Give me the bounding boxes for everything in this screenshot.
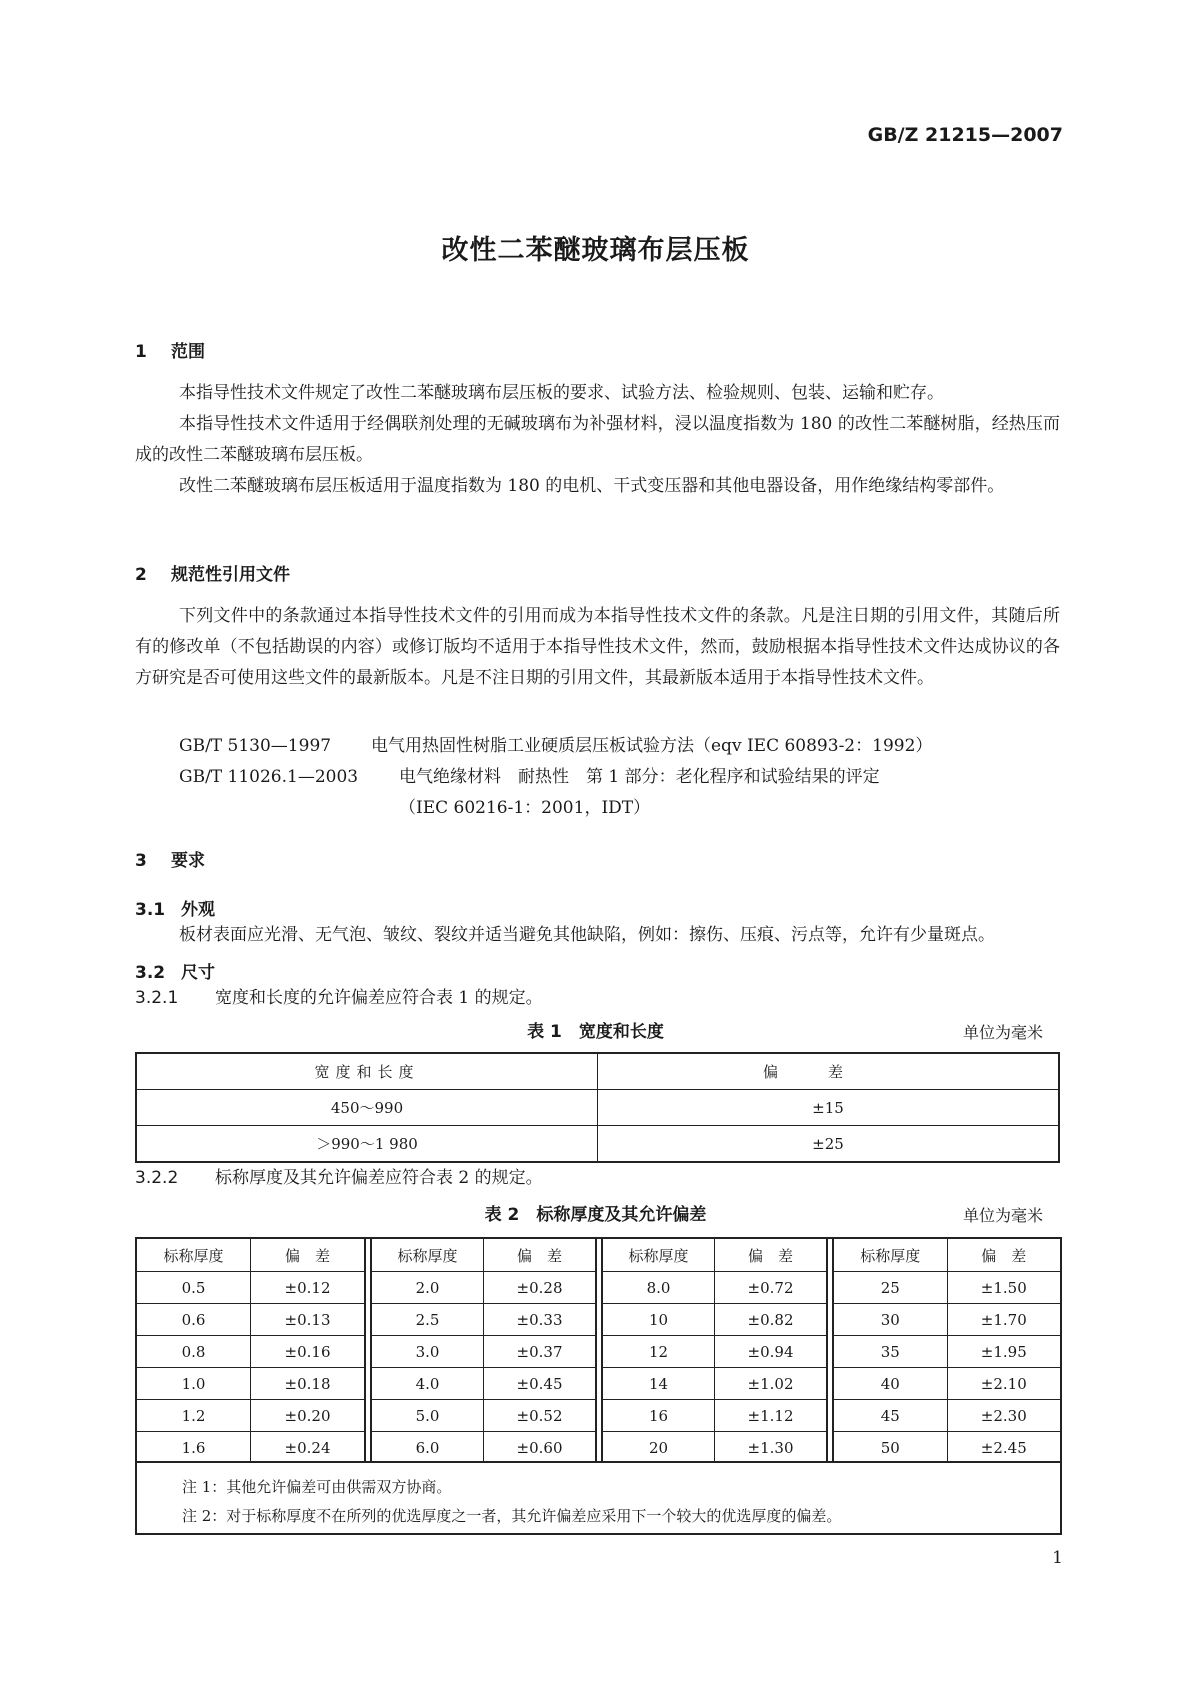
section-3-2-1 <box>135 983 1060 1014</box>
table-cell: ±0.52 <box>484 1400 596 1432</box>
table-cell: 8.0 <box>603 1272 715 1304</box>
table-row <box>834 1400 1060 1432</box>
table-2-separator <box>826 1239 834 1461</box>
table-row <box>137 1272 364 1304</box>
table-2-notes <box>137 1461 1060 1531</box>
section-3-2-number: 3.2 <box>135 963 166 983</box>
table-2-caption: 表 2 标称厚度及其允许偏差 <box>484 1205 707 1225</box>
table-header-row <box>136 1053 1059 1090</box>
table-cell: 40 <box>834 1368 947 1400</box>
table-row <box>137 1304 364 1336</box>
table-row <box>603 1272 826 1304</box>
table-cell: ±0.82 <box>715 1304 827 1336</box>
table-1-unit: 单位为毫米 <box>962 1023 1043 1042</box>
table-cell: 4.0 <box>372 1368 484 1400</box>
reference-code: GB/T 11026.1—2003 <box>179 767 359 787</box>
section-3-heading <box>135 846 205 871</box>
table-row <box>372 1272 595 1304</box>
table-cell: ±2.10 <box>947 1368 1060 1400</box>
table-row <box>137 1368 364 1400</box>
table-row <box>603 1400 826 1432</box>
document-title: 改性二苯醚玻璃布层压板 <box>441 235 750 266</box>
table-2-block <box>834 1239 1060 1461</box>
table-cell: 25 <box>834 1272 947 1304</box>
section-3-title: 要求 <box>171 851 205 871</box>
table-cell: ±0.16 <box>251 1336 365 1368</box>
table-2-block <box>603 1239 826 1461</box>
section-3-1-text: 板材表面应光滑、无气泡、皱纹、裂纹并适当避免其他缺陷，例如：擦伤、压痕、污点等，允许有少量斑点。 <box>179 925 995 945</box>
table-row <box>834 1272 1060 1304</box>
section-1-paragraph: 改性二苯醚玻璃布层压板适用于温度指数为 180 的电机、干式变压器和其他电器设备，用作绝缘结构零部件。 <box>179 476 1005 496</box>
table-row <box>603 1304 826 1336</box>
section-3-2-heading <box>135 958 215 983</box>
table-header-cell: 偏 差 <box>251 1239 365 1272</box>
section-3-2-2 <box>135 1163 1060 1194</box>
section-1-number: 1 <box>135 342 147 362</box>
table-cell: ±0.18 <box>251 1368 365 1400</box>
table-cell: 0.5 <box>137 1272 251 1304</box>
table-cell: 1.0 <box>137 1368 251 1400</box>
table-cell: 1.2 <box>137 1400 251 1432</box>
table-header-cell: 偏差 <box>598 1053 1060 1090</box>
table-row <box>137 1432 364 1464</box>
table-cell: 0.8 <box>137 1336 251 1368</box>
table-row <box>603 1336 826 1368</box>
table-row <box>136 1126 1059 1163</box>
table-cell: ±0.60 <box>516 1438 563 1457</box>
table-row <box>834 1336 1060 1368</box>
table-cell: ＞990～1 980 <box>136 1126 598 1163</box>
table-2-separator <box>364 1239 372 1461</box>
table-cell: 30 <box>834 1304 947 1336</box>
table-1-caption: 表 1 宽度和长度 <box>527 1022 664 1042</box>
section-1-paragraph: 本指导性技术文件规定了改性二苯醚玻璃布层压板的要求、试验方法、检验规则、包装、运输和贮存。 <box>179 383 944 403</box>
table-cell: ±15 <box>598 1090 1060 1126</box>
section-3-2-2-text: 标称厚度及其允许偏差应符合表 2 的规定。 <box>215 1168 543 1188</box>
table-cell: ±0.13 <box>251 1304 365 1336</box>
table-row <box>372 1400 595 1432</box>
table-cell: 0.6 <box>137 1304 251 1336</box>
section-1-paragraph: 本指导性技术文件适用于经偶联剂处理的无碱玻璃布为补强材料，浸以温度指数为 180 的改性二苯醚树脂，经热压而成的改性二苯醚玻璃布层压板。 <box>135 414 1060 465</box>
table-row <box>834 1368 1060 1400</box>
table-cell: ±0.12 <box>251 1272 365 1304</box>
table-header-cell: 标称厚度 <box>834 1239 947 1272</box>
section-2-title: 规范性引用文件 <box>171 565 290 585</box>
table-2-unit: 单位为毫米 <box>962 1206 1043 1225</box>
table-row <box>137 1400 364 1432</box>
table-header-cell: 偏 差 <box>947 1239 1060 1272</box>
table-cell: ±2.30 <box>947 1400 1060 1432</box>
table-header-cell: 标称厚度 <box>603 1239 715 1272</box>
section-1-title: 范围 <box>171 342 205 362</box>
table-cell: ±1.95 <box>947 1336 1060 1368</box>
table-row <box>603 1432 826 1464</box>
table-row <box>834 1432 1060 1464</box>
table-2-block <box>137 1239 364 1461</box>
table-cell: 16 <box>603 1400 715 1432</box>
table-header-cell: 标称厚度 <box>137 1239 251 1272</box>
table-cell: 6.0 <box>372 1432 484 1464</box>
section-3-1-number: 3.1 <box>135 900 166 920</box>
page-number: 1 <box>1052 1548 1063 1568</box>
table-row <box>834 1304 1060 1336</box>
reference-item <box>179 762 880 793</box>
table-cell: 450～990 <box>136 1090 598 1126</box>
section-2-number: 2 <box>135 565 147 585</box>
standard-number: GB/Z 21215—2007 <box>867 124 1063 146</box>
section-2-body <box>135 601 1060 694</box>
section-2-paragraph: 下列文件中的条款通过本指导性技术文件的引用而成为本指导性技术文件的条款。凡是注日期的引用文件，其随后所有的修改单（不包括勘误的内容）或修订版均不适用于本指导性技术文件，然而，鼓励根据本指导性技术文件达成协议的各方研究是否可使用这些文件的最新版本。凡是不注日期的引用文件，其最新版本适用于本指导性技术文件。 <box>135 606 1060 688</box>
section-3-2-1-number: 3.2.1 <box>135 988 179 1008</box>
section-3-1-heading <box>135 895 215 920</box>
table-cell: 3.0 <box>372 1336 484 1368</box>
table-row <box>136 1090 1059 1126</box>
reference-title: 电气绝缘材料 耐热性 第 1 部分：老化程序和试验结果的评定 <box>399 767 880 787</box>
table-2-separator <box>595 1239 603 1461</box>
table-note: 注 1：其他允许偏差可由供需双方协商。 <box>182 1478 452 1496</box>
section-3-1-title: 外观 <box>181 900 215 920</box>
table-cell: ±1.02 <box>715 1368 827 1400</box>
table-cell: ±0.20 <box>251 1400 365 1432</box>
table-header-cell: 宽度和长度 <box>136 1053 598 1090</box>
table-cell: 50 <box>834 1432 947 1464</box>
table-row <box>372 1432 595 1464</box>
table-cell: ±1.30 <box>747 1438 794 1457</box>
table-2-block <box>372 1239 595 1461</box>
table-cell: 2.5 <box>372 1304 484 1336</box>
table-header-cell: 标称厚度 <box>372 1239 484 1272</box>
table-cell: ±1.12 <box>715 1400 827 1432</box>
table-header-cell: 偏 差 <box>715 1239 827 1272</box>
table-cell: ±0.24 <box>284 1438 331 1457</box>
table-cell: ±0.37 <box>484 1336 596 1368</box>
section-1-heading <box>135 337 205 362</box>
table-row <box>372 1368 595 1400</box>
table-cell: 5.0 <box>372 1400 484 1432</box>
section-3-1-body <box>135 920 1060 951</box>
table-cell: ±0.33 <box>484 1304 596 1336</box>
section-2-heading <box>135 560 290 585</box>
table-cell: 2.0 <box>372 1272 484 1304</box>
table-cell: ±1.70 <box>947 1304 1060 1336</box>
table-cell: 45 <box>834 1400 947 1432</box>
table-row <box>372 1336 595 1368</box>
table-cell: 12 <box>603 1336 715 1368</box>
table-2 <box>135 1237 1062 1535</box>
table-cell: 35 <box>834 1336 947 1368</box>
table-cell: ±2.45 <box>980 1438 1027 1457</box>
table-note: 注 2：对于标称厚度不在所列的优选厚度之一者，其允许偏差应采用下一个较大的优选厚度的偏差。 <box>182 1507 842 1525</box>
reference-title-continued: （IEC 60216-1：2001，IDT） <box>399 798 651 818</box>
table-cell: ±0.28 <box>484 1272 596 1304</box>
reference-code: GB/T 5130—1997 <box>179 736 332 756</box>
section-3-2-title: 尺寸 <box>181 963 215 983</box>
table-row <box>372 1304 595 1336</box>
section-1-body <box>135 378 1060 502</box>
reference-item <box>179 731 932 762</box>
table-cell: ±0.72 <box>715 1272 827 1304</box>
section-3-2-1-text: 宽度和长度的允许偏差应符合表 1 的规定。 <box>215 988 543 1008</box>
table-cell: ±0.45 <box>484 1368 596 1400</box>
table-cell: 10 <box>603 1304 715 1336</box>
table-header-cell: 偏 差 <box>484 1239 596 1272</box>
table-cell: ±25 <box>598 1126 1060 1163</box>
table-row <box>137 1336 364 1368</box>
table-cell: 1.6 <box>137 1432 251 1464</box>
reference-title: 电气用热固性树脂工业硬质层压板试验方法（eqv IEC 60893-2：1992） <box>371 736 933 756</box>
table-row <box>603 1368 826 1400</box>
table-cell: 20 <box>603 1432 715 1464</box>
table-cell: 14 <box>603 1368 715 1400</box>
table-cell: ±0.94 <box>715 1336 827 1368</box>
table-cell: ±1.50 <box>947 1272 1060 1304</box>
section-3-2-2-number: 3.2.2 <box>135 1168 179 1188</box>
table-1 <box>135 1052 1060 1163</box>
section-3-number: 3 <box>135 851 147 871</box>
